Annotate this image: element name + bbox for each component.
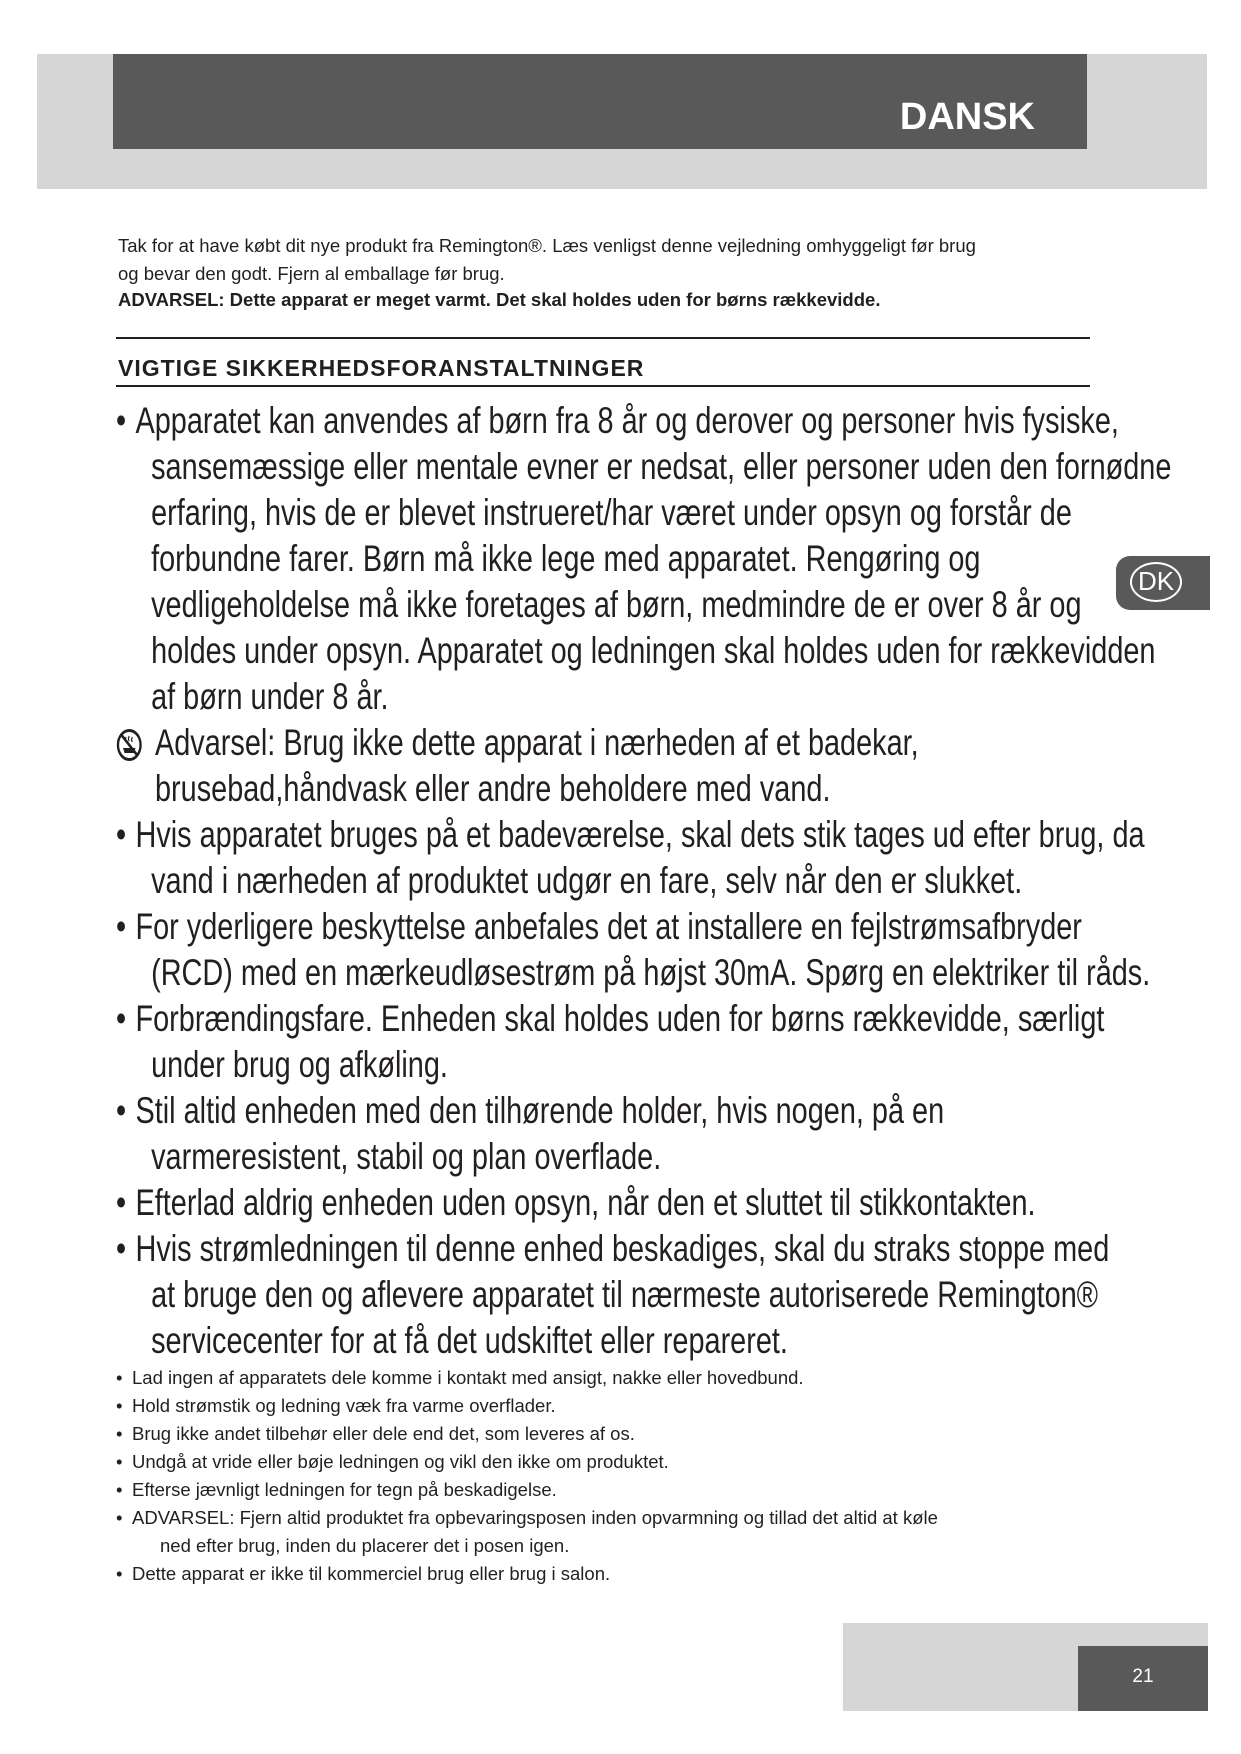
list-item-text: Advarsel: Brug ikke dette apparat i nærheden af et badekar, brusebad, [155, 722, 919, 809]
list-item [116, 1392, 1076, 1420]
dk-badge: DK [1130, 562, 1182, 602]
list-item-text: Forbrændingsfare. Enheden skal holdes uden for børns rækkevidde, særligt [135, 998, 1105, 1039]
list-item-text: Hvis apparatet bruges på et badeværelse, skal dets stik tages ud efter brug, da [135, 814, 1145, 855]
list-item-text: For yderligere beskyttelse anbefales det at installere en fejlstrømsafbryder [135, 906, 1082, 947]
list-item [116, 1364, 1076, 1392]
section-rule-bottom [116, 385, 1090, 387]
list-item [116, 904, 1151, 996]
language-title: DANSK [899, 96, 1035, 138]
list-item [116, 1420, 1076, 1448]
list-item-text: Brug ikke andet tilbehør eller dele end det, som leveres af os. [132, 1423, 635, 1444]
list-item-text-continued: forbundne farer. Børn må ikke lege med apparatet. Rengøring og [151, 538, 981, 579]
list-item-text-continued: varmeresistent, stabil og plan overflade. [151, 1136, 662, 1177]
no-water-icon [116, 728, 143, 762]
bullet: • [116, 998, 127, 1039]
bullet: • [116, 1563, 123, 1584]
section-title: VIGTIGE SIKKERHEDSFORANSTALTNINGER [118, 355, 645, 381]
bullet: • [116, 1451, 123, 1472]
list-item [116, 1180, 1100, 1226]
list-item [116, 1448, 1076, 1476]
language-side-tab [1116, 556, 1210, 610]
list-item [116, 1504, 1076, 1560]
list-item-text: Dette apparat er ikke til kommerciel brug eller brug i salon. [132, 1563, 611, 1584]
intro-warning: ADVARSEL: Dette apparat er meget varmt. Det skal holdes uden for børns rækkevidde. [118, 288, 881, 310]
list-item-text: Stil altid enheden med den tilhørende holder, hvis nogen, på en [135, 1090, 945, 1131]
list-item-text: Apparatet kan anvendes af børn fra 8 år og derover og personer hvis fysiske, [135, 400, 1119, 441]
bullet: • [116, 1367, 123, 1388]
list-item-text-continued: holdes under opsyn. Apparatet og ledningen skal holdes uden for rækkevidden [151, 630, 1156, 671]
list-item [116, 1560, 1076, 1588]
list-item-text-continued: at bruge den og aflevere apparatet til nærmeste autoriserede Remington® [151, 1274, 1099, 1315]
page-number-box [1078, 1646, 1208, 1711]
list-item [116, 1476, 1076, 1504]
bullet: • [116, 1090, 127, 1131]
list-item-text-continued: vand i nærheden af produktet udgør en fare, selv når den er slukket. [151, 860, 1023, 901]
list-item-text-continued: sansemæssige eller mentale evner er nedsat, eller personer uden den fornødne [151, 446, 1172, 487]
list-item-text-continued: ned efter brug, inden du placerer det i posen igen. [160, 1535, 570, 1556]
list-item-text-continued: erfaring, hvis de er blevet instrueret/har været under opsyn og forstår de [151, 492, 1072, 533]
language-title-bar [113, 54, 1087, 149]
list-item-text-continued: (RCD) med en mærkeudløsestrøm på højst 30mA. Spørg en elektriker til råds. [151, 952, 1151, 993]
list-item [116, 1226, 1110, 1364]
section-rule-top [116, 337, 1090, 339]
bullet: • [116, 1507, 123, 1528]
safety-list-small [116, 1364, 1076, 1588]
bullet: • [116, 400, 127, 441]
bullet: • [116, 814, 127, 855]
list-item-text-continued: vedligeholdelse må ikke foretages af børn, medmindre de er over 8 år og [151, 584, 1082, 625]
list-item-text-continued: servicecenter for at få det udskiftet eller repareret. [151, 1320, 788, 1361]
list-item-text: Undgå at vride eller bøje ledningen og vikl den ikke om produktet. [132, 1451, 669, 1472]
list-item-text: Hold strømstik og ledning væk fra varme overflader. [132, 1395, 556, 1416]
bullet: • [116, 1479, 123, 1500]
page-number: 21 [1132, 1666, 1154, 1687]
list-item-text: Lad ingen af apparatets dele komme i kontakt med ansigt, nakke eller hovedbund. [132, 1367, 804, 1388]
bullet: • [116, 906, 127, 947]
list-item [116, 812, 1145, 904]
bullet: • [116, 1395, 123, 1416]
list-item-text-continued: af børn under 8 år. [151, 676, 389, 717]
list-item-text: Hvis strømledningen til denne enhed beskadiges, skal du straks stoppe med [135, 1228, 1110, 1269]
intro-line-1: Tak for at have købt dit nye produkt fra Remington®. Læs venligst denne vejledning omhyggeligt før brug [118, 235, 976, 256]
list-item-text-continued: håndvask eller andre beholdere med vand. [283, 768, 831, 809]
list-item-text: ADVARSEL: Fjern altid produktet fra opbevaringsposen inden opvarmning og tillad det altid at køle [132, 1507, 938, 1528]
bullet: • [116, 1182, 127, 1223]
list-item [116, 1088, 1100, 1180]
bullet: • [116, 1228, 127, 1269]
intro-text [118, 232, 1078, 313]
bullet: • [116, 1423, 123, 1444]
list-item [116, 720, 1100, 812]
list-item-text: Efterse jævnligt ledningen for tegn på beskadigelse. [132, 1479, 557, 1500]
list-item [116, 996, 1105, 1088]
list-item-text-continued: under brug og afkøling. [151, 1044, 448, 1085]
intro-line-2: og bevar den godt. Fjern al emballage før brug. [118, 262, 505, 284]
list-item-text: Efterlad aldrig enheden uden opsyn, når den et sluttet til stikkontakten. [135, 1182, 1036, 1223]
